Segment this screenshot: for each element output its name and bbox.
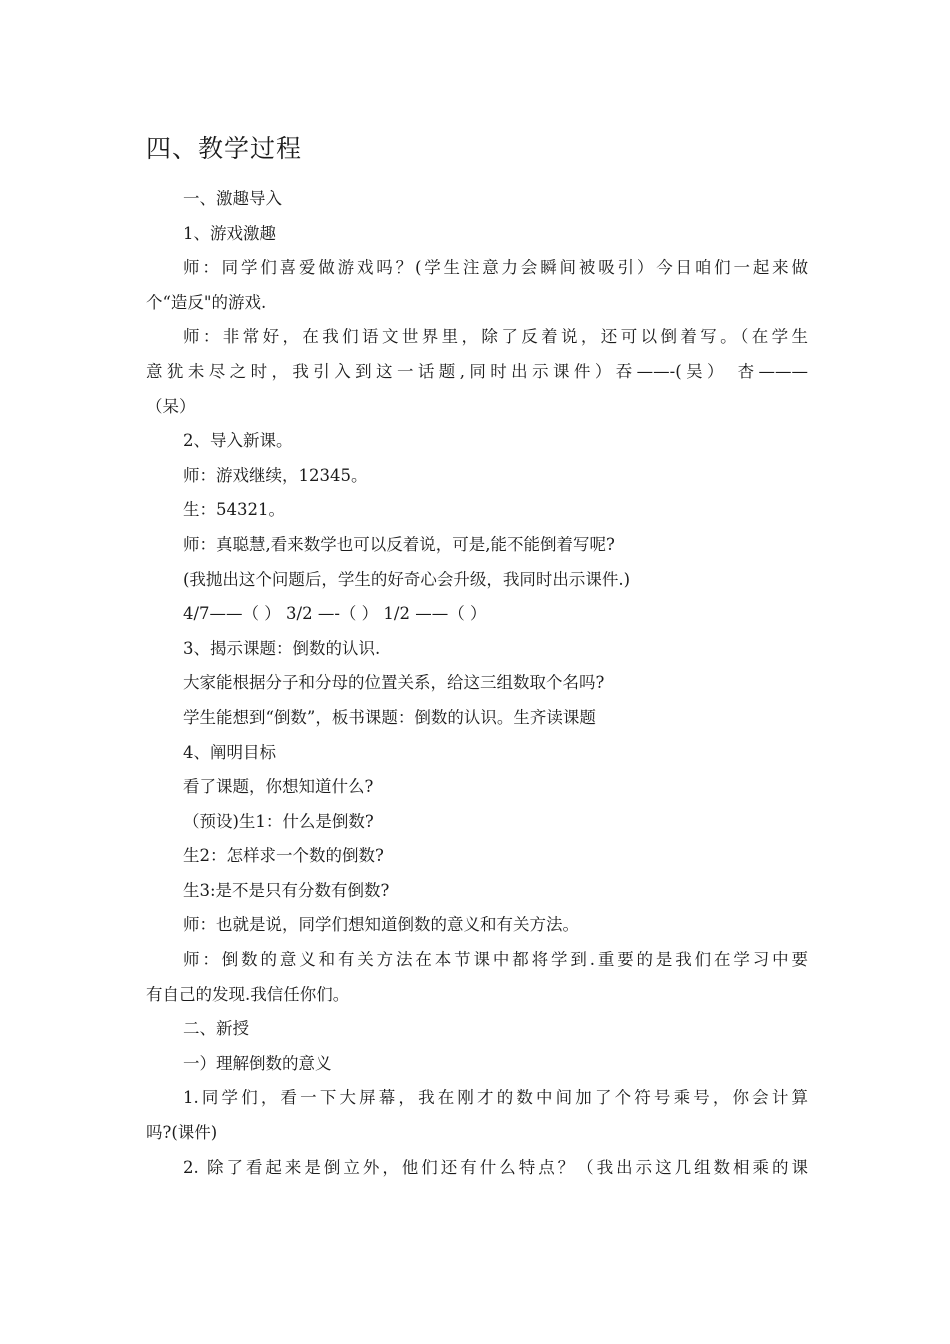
paragraph-line: 师：游戏继续，12345。 bbox=[183, 465, 368, 485]
paragraph-line: （呆） bbox=[146, 396, 196, 416]
paragraph-line: 生3:是不是只有分数有倒数? bbox=[183, 880, 390, 900]
step-title: 2、导入新课。 bbox=[183, 431, 293, 451]
fraction-line: 4/7——（ ） 3/2 —-（ ） 1/2 ——（ ） bbox=[183, 604, 487, 624]
paragraph-line: 吗?(课件) bbox=[146, 1123, 218, 1143]
section-heading: 四、教学过程 bbox=[146, 134, 303, 163]
paragraph-line: 意犹未尽之时，我引入到这一话题,同时出示课件）吞——-(吴） 杏——— bbox=[146, 361, 808, 381]
paragraph-line: 生：54321。 bbox=[183, 500, 285, 520]
paragraph-line: 师：非常好，在我们语文世界里，除了反着说，还可以倒着写。（在学生 bbox=[183, 327, 808, 347]
paragraph-line: （预设)生1：什么是倒数? bbox=[183, 811, 374, 831]
paragraph-line: (我抛出这个问题后，学生的好奇心会升级，我同时出示课件.) bbox=[183, 569, 631, 589]
subsection-title: 一、激趣导入 bbox=[183, 189, 282, 208]
document-body bbox=[146, 182, 808, 1185]
paragraph-line: 师：同学们喜爱做游戏吗？(学生注意力会瞬间被吸引）今日咱们一起来做 bbox=[183, 258, 808, 278]
paragraph-line: 师：倒数的意义和有关方法在本节课中都将学到.重要的是我们在学习中要 bbox=[183, 950, 808, 970]
step-title: 4、阐明目标 bbox=[183, 742, 276, 762]
paragraph-line: 个“造反"的游戏. bbox=[146, 292, 267, 312]
paragraph-line: 生2：怎样求一个数的倒数? bbox=[183, 846, 384, 866]
paragraph-line: 学生能想到“倒数”，板书课题：倒数的认识。生齐读课题 bbox=[183, 707, 596, 727]
step-title: 3、揭示课题：倒数的认识. bbox=[183, 638, 381, 658]
subsection-title: 二、新授 bbox=[183, 1019, 249, 1039]
paragraph-line: 2. 除了看起来是倒立外，他们还有什么特点？（我出示这几组数相乘的课 bbox=[183, 1157, 808, 1177]
paragraph-line: 大家能根据分子和分母的位置关系，给这三组数取个名吗? bbox=[183, 673, 605, 693]
step-title: 1、游戏激趣 bbox=[183, 223, 276, 243]
paragraph-line: 师：真聪慧,看来数学也可以反着说，可是,能不能倒着写呢? bbox=[183, 534, 615, 554]
paragraph-line: 有自己的发现.我信任你们。 bbox=[146, 984, 350, 1004]
paragraph-line: 看了课题，你想知道什么? bbox=[183, 777, 374, 797]
step-title: 一）理解倒数的意义 bbox=[183, 1053, 332, 1073]
paragraph-line: 师：也就是说，同学们想知道倒数的意义和有关方法。 bbox=[183, 915, 579, 935]
paragraph-line: 1.同学们，看一下大屏幕，我在刚才的数中间加了个符号乘号，你会计算 bbox=[183, 1088, 808, 1108]
